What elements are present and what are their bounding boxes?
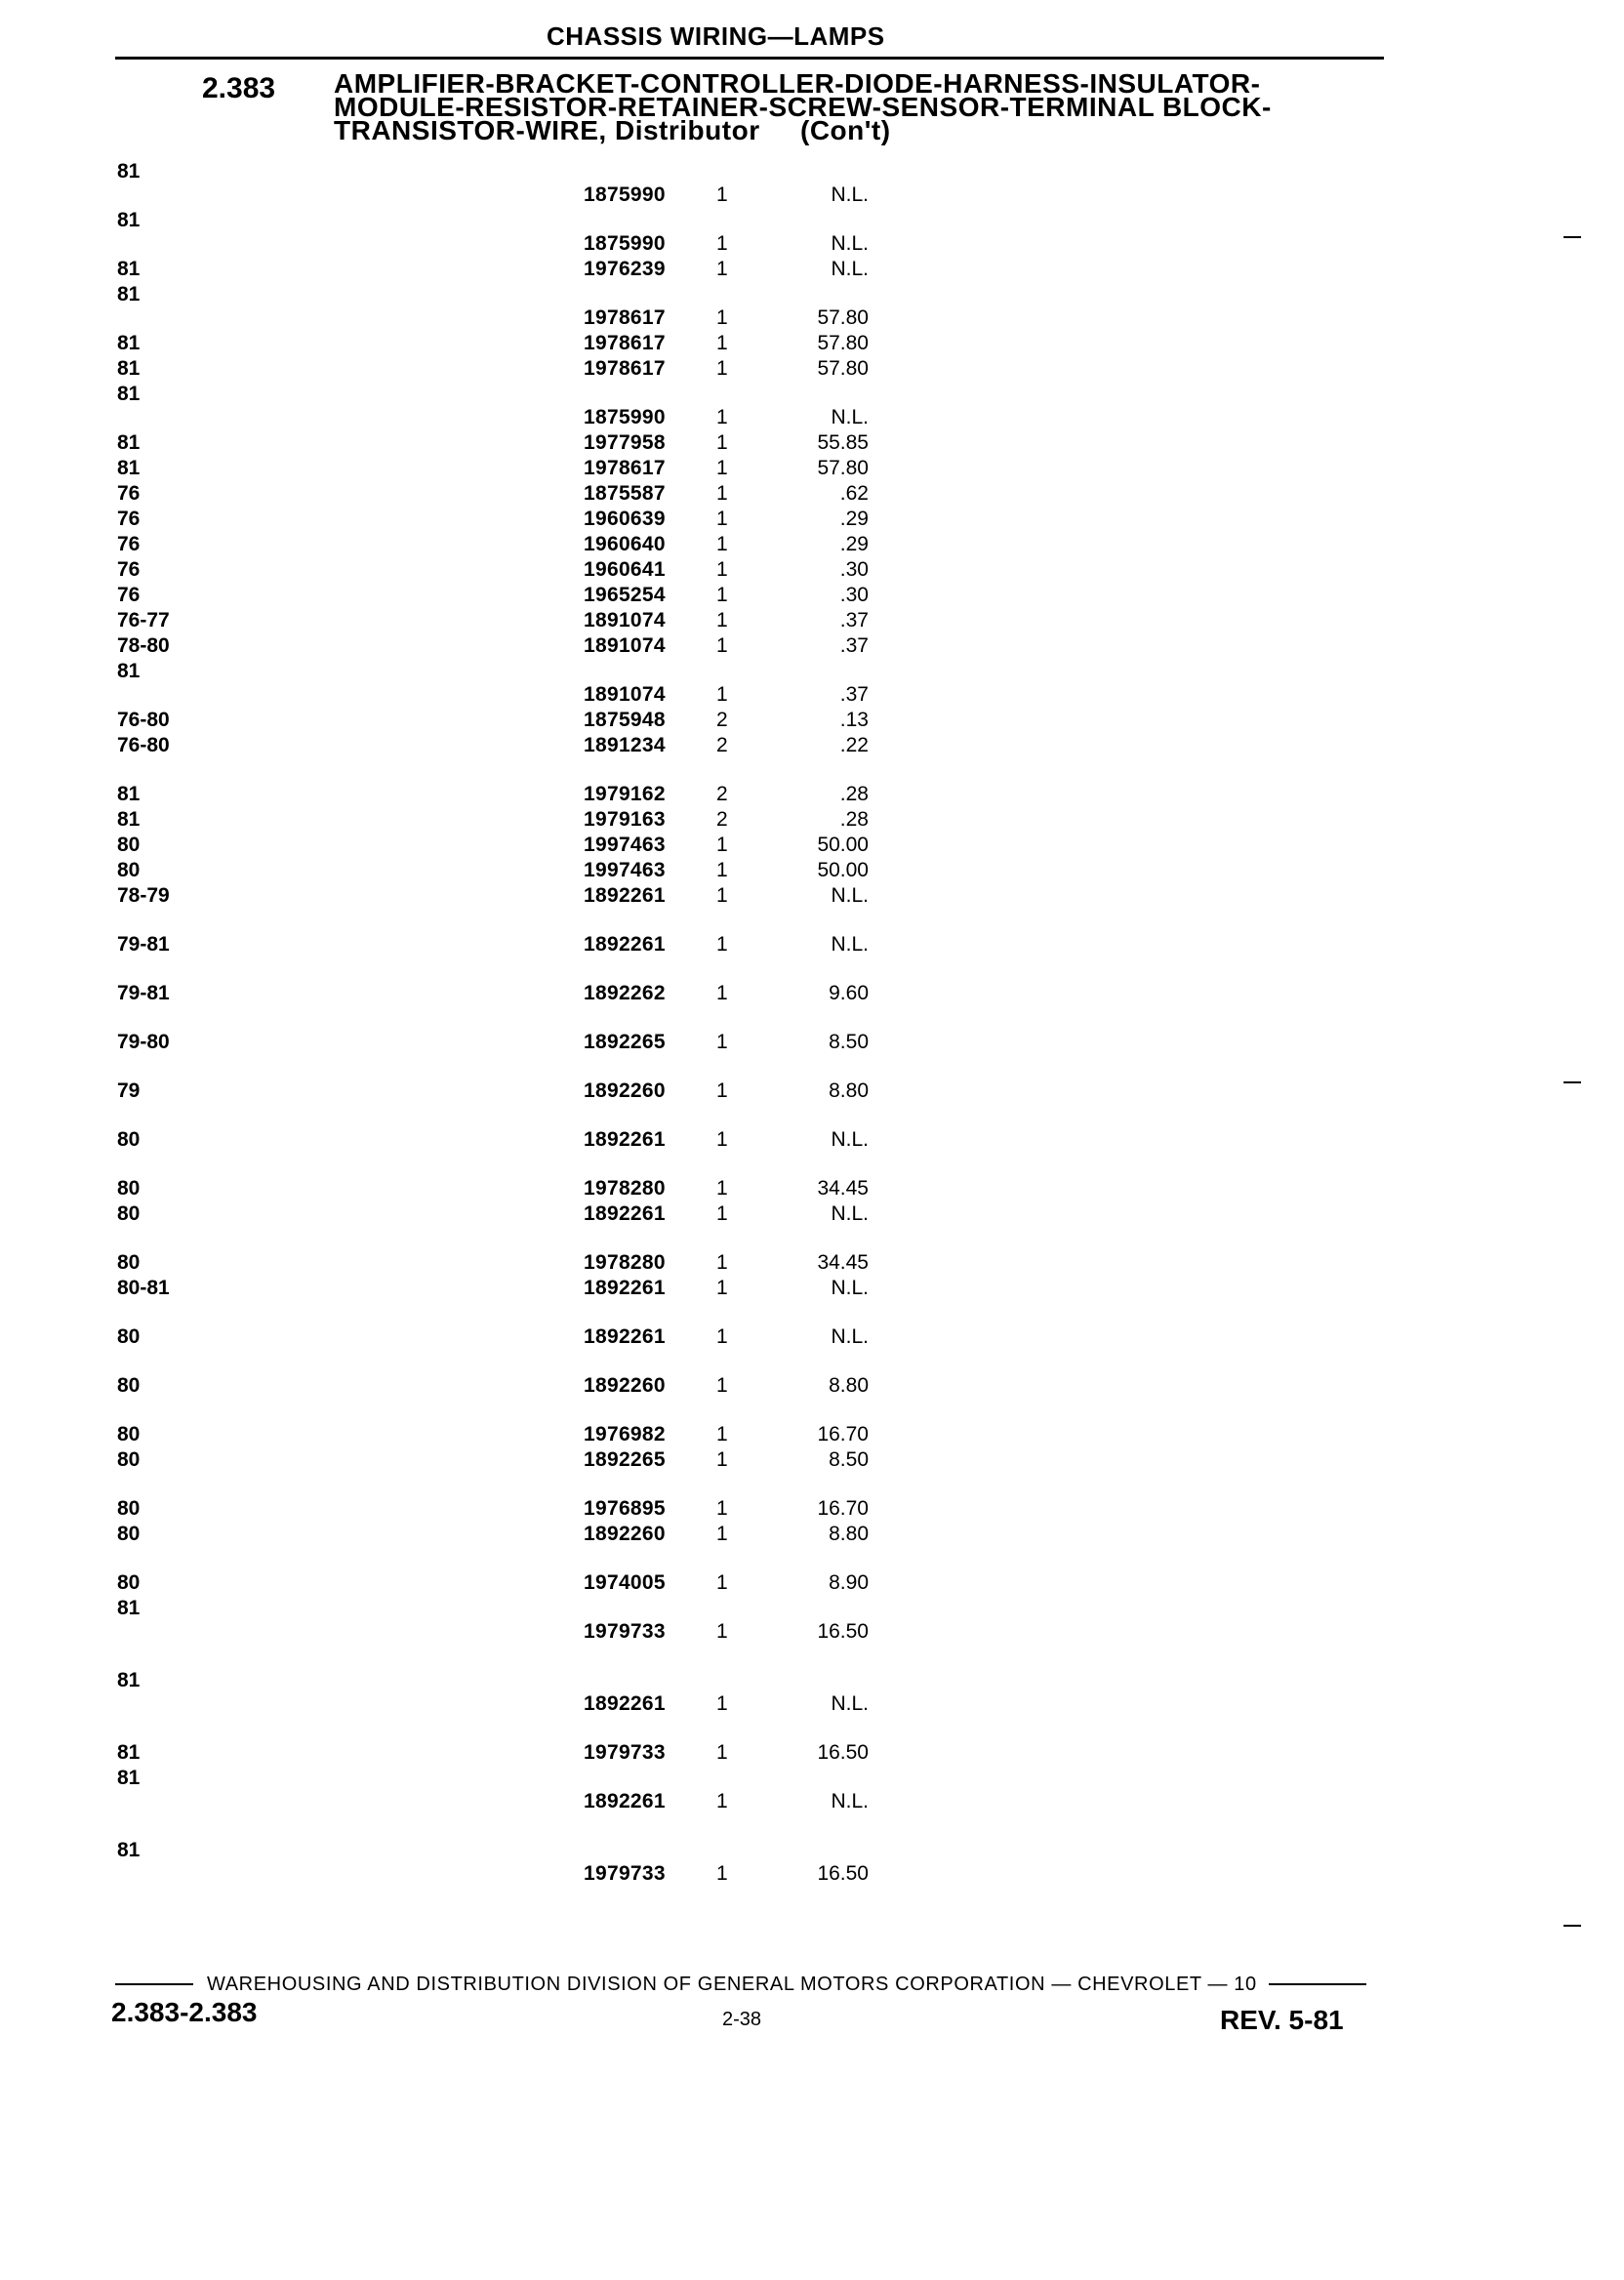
- parts-row: [0, 1597, 1624, 1644]
- quantity: 2: [716, 783, 728, 805]
- model-year: 81: [117, 808, 141, 831]
- price: .22: [839, 734, 869, 756]
- price: .37: [839, 609, 869, 631]
- parts-row: [0, 508, 1624, 531]
- model-year: 80: [117, 859, 141, 881]
- quantity: 1: [716, 1177, 728, 1200]
- quantity: 1: [716, 834, 728, 856]
- part-number: 1979162: [584, 783, 666, 805]
- quantity: 2: [716, 808, 728, 831]
- price: N.L.: [831, 1692, 869, 1715]
- parts-row: [0, 1669, 1624, 1716]
- model-year: 81: [117, 1597, 141, 1619]
- price: 8.50: [829, 1448, 869, 1471]
- parts-row: [0, 258, 1624, 281]
- quantity: 1: [716, 1448, 728, 1471]
- section-number: 2.383: [202, 72, 276, 104]
- model-year: 76-80: [117, 709, 170, 731]
- model-year: 81: [117, 383, 141, 405]
- parts-row: [0, 982, 1624, 1029]
- part-number: 1892261: [584, 1790, 666, 1812]
- quantity: 1: [716, 1031, 728, 1053]
- model-year: 81: [117, 431, 141, 454]
- quantity: 1: [716, 482, 728, 505]
- quantity: 1: [716, 584, 728, 606]
- parts-row: [0, 1128, 1624, 1175]
- part-number: 1978280: [584, 1251, 666, 1274]
- parts-row: [0, 1767, 1624, 1813]
- model-year: 80: [117, 1523, 141, 1545]
- price: N.L.: [831, 1277, 869, 1299]
- price: .62: [839, 482, 869, 505]
- model-year: 76: [117, 558, 141, 581]
- part-number: 1892260: [584, 1374, 666, 1397]
- parts-row: [0, 1497, 1624, 1521]
- quantity: 1: [716, 306, 728, 329]
- quantity: 1: [716, 1374, 728, 1397]
- price: 57.80: [817, 306, 869, 329]
- part-number: 1892265: [584, 1031, 666, 1053]
- price: N.L.: [831, 1325, 869, 1348]
- parts-row: [0, 834, 1624, 857]
- quantity: 1: [716, 533, 728, 555]
- parts-row: [0, 383, 1624, 429]
- part-number: 1979733: [584, 1620, 666, 1643]
- margin-mark: [1563, 1925, 1581, 1927]
- model-year: 76: [117, 584, 141, 606]
- parts-row: [0, 859, 1624, 882]
- price: N.L.: [831, 232, 869, 255]
- part-number: 1892261: [584, 1325, 666, 1348]
- model-year: 81: [117, 660, 141, 682]
- quantity: 1: [716, 457, 728, 479]
- quantity: 1: [716, 859, 728, 881]
- price: .13: [839, 709, 869, 731]
- price: .28: [839, 783, 869, 805]
- price: N.L.: [831, 406, 869, 428]
- model-year: 79-81: [117, 982, 170, 1004]
- part-number: 1978617: [584, 357, 666, 380]
- price: N.L.: [831, 183, 869, 206]
- price: 8.90: [829, 1571, 869, 1594]
- part-number: 1891074: [584, 683, 666, 706]
- model-year: 80: [117, 1497, 141, 1520]
- price: .37: [839, 634, 869, 657]
- price: N.L.: [831, 1202, 869, 1225]
- part-number: 1892260: [584, 1079, 666, 1102]
- part-number: 1979733: [584, 1741, 666, 1764]
- parts-row: [0, 558, 1624, 582]
- part-number: 1892261: [584, 884, 666, 907]
- model-year: 80: [117, 1374, 141, 1397]
- model-year: 76: [117, 533, 141, 555]
- part-number: 1891074: [584, 634, 666, 657]
- price: N.L.: [831, 884, 869, 907]
- quantity: 1: [716, 1423, 728, 1445]
- price: .30: [839, 584, 869, 606]
- model-year: 80-81: [117, 1277, 170, 1299]
- quantity: 2: [716, 709, 728, 731]
- parts-row: [0, 584, 1624, 607]
- quantity: 1: [716, 1251, 728, 1274]
- quantity: 1: [716, 1571, 728, 1594]
- model-year: 81: [117, 1741, 141, 1764]
- part-number: 1892261: [584, 1128, 666, 1151]
- parts-row: [0, 1374, 1624, 1421]
- price: 16.50: [817, 1620, 869, 1643]
- parts-row: [0, 283, 1624, 330]
- part-number: 1875587: [584, 482, 666, 505]
- model-year: 80: [117, 1251, 141, 1274]
- quantity: 1: [716, 508, 728, 530]
- model-year: 80: [117, 1448, 141, 1471]
- price: .28: [839, 808, 869, 831]
- parts-row: [0, 1741, 1624, 1765]
- quantity: 1: [716, 431, 728, 454]
- section-title: [334, 68, 1272, 145]
- part-number: 1974005: [584, 1571, 666, 1594]
- parts-row: [0, 209, 1624, 256]
- price: .30: [839, 558, 869, 581]
- price: 16.50: [817, 1741, 869, 1764]
- price: 34.45: [817, 1177, 869, 1200]
- footer-rule-left: [115, 1983, 193, 1985]
- price: 57.80: [817, 457, 869, 479]
- quantity: 1: [716, 1079, 728, 1102]
- price: N.L.: [831, 1128, 869, 1151]
- parts-row: [0, 1251, 1624, 1275]
- parts-row: [0, 660, 1624, 707]
- quantity: 1: [716, 1128, 728, 1151]
- part-number: 1960639: [584, 508, 666, 530]
- model-year: 81: [117, 332, 141, 354]
- price: 16.70: [817, 1497, 869, 1520]
- quantity: 1: [716, 634, 728, 657]
- quantity: 1: [716, 558, 728, 581]
- quantity: 1: [716, 258, 728, 280]
- parts-row: [0, 1839, 1624, 1886]
- price: .29: [839, 533, 869, 555]
- quantity: 1: [716, 1741, 728, 1764]
- model-year: 81: [117, 160, 141, 183]
- parts-row: [0, 1325, 1624, 1372]
- footer-text: WAREHOUSING AND DISTRIBUTION DIVISION OF GENERAL MOTORS CORPORATION — CHEVROLET — 10: [207, 1974, 1257, 1995]
- part-number: 1875990: [584, 406, 666, 428]
- page-header: CHASSIS WIRING—LAMPS: [547, 21, 885, 51]
- model-year: 80: [117, 1325, 141, 1348]
- quantity: 2: [716, 734, 728, 756]
- parts-row: [0, 533, 1624, 556]
- part-number: 1891234: [584, 734, 666, 756]
- section-title-line-2: MODULE-RESISTOR-RETAINER-SCREW-SENSOR-TERMINAL BLOCK-: [334, 92, 1272, 122]
- model-year: 81: [117, 457, 141, 479]
- quantity: 1: [716, 1325, 728, 1348]
- price: 8.80: [829, 1374, 869, 1397]
- model-year: 80: [117, 1128, 141, 1151]
- part-number: 1960640: [584, 533, 666, 555]
- model-year: 79-80: [117, 1031, 170, 1053]
- quantity: 1: [716, 884, 728, 907]
- price: 50.00: [817, 859, 869, 881]
- part-number: 1979163: [584, 808, 666, 831]
- parts-row: [0, 332, 1624, 355]
- footer-section-ref: 2.383-2.383: [111, 1997, 258, 2027]
- model-year: 80: [117, 1423, 141, 1445]
- header-rule: [115, 57, 1384, 60]
- parts-row: [0, 808, 1624, 832]
- part-number: 1978617: [584, 457, 666, 479]
- part-number: 1891074: [584, 609, 666, 631]
- parts-row: [0, 783, 1624, 806]
- quantity: 1: [716, 183, 728, 206]
- price: .37: [839, 683, 869, 706]
- parts-row: [0, 933, 1624, 980]
- model-year: 81: [117, 209, 141, 231]
- model-year: 81: [117, 258, 141, 280]
- price: 57.80: [817, 357, 869, 380]
- part-number: 1875990: [584, 232, 666, 255]
- price: 16.70: [817, 1423, 869, 1445]
- section-title-line-1: AMPLIFIER-BRACKET-CONTROLLER-DIODE-HARNESS-INSULATOR-: [334, 68, 1261, 99]
- quantity: 1: [716, 1202, 728, 1225]
- price: 57.80: [817, 332, 869, 354]
- part-number: 1965254: [584, 584, 666, 606]
- footer-page-number: 2-38: [722, 2009, 762, 2030]
- quantity: 1: [716, 332, 728, 354]
- price: 16.50: [817, 1862, 869, 1885]
- part-number: 1892265: [584, 1448, 666, 1471]
- model-year: 76-80: [117, 734, 170, 756]
- parts-row: [0, 1448, 1624, 1495]
- parts-row: [0, 634, 1624, 658]
- section-title-line-3: [334, 115, 1272, 145]
- model-year: 80: [117, 1177, 141, 1200]
- parts-row: [0, 1423, 1624, 1446]
- parts-row: [0, 482, 1624, 506]
- parts-row: [0, 160, 1624, 207]
- parts-row: [0, 734, 1624, 781]
- part-number: 1892261: [584, 1277, 666, 1299]
- part-number: 1997463: [584, 834, 666, 856]
- quantity: 1: [716, 683, 728, 706]
- price: 55.85: [817, 431, 869, 454]
- quantity: 1: [716, 1862, 728, 1885]
- part-number: 1978617: [584, 306, 666, 329]
- quantity: 1: [716, 1497, 728, 1520]
- model-year: 80: [117, 1202, 141, 1225]
- model-year: 76-77: [117, 609, 170, 631]
- quantity: 1: [716, 1523, 728, 1545]
- quantity: 1: [716, 232, 728, 255]
- quantity: 1: [716, 1277, 728, 1299]
- parts-row: [0, 457, 1624, 480]
- part-number: 1976895: [584, 1497, 666, 1520]
- model-year: 78-79: [117, 884, 170, 907]
- footer-rule-right: [1269, 1983, 1366, 1985]
- part-number: 1977958: [584, 431, 666, 454]
- price: N.L.: [831, 1790, 869, 1812]
- price: 8.50: [829, 1031, 869, 1053]
- quantity: 1: [716, 357, 728, 380]
- part-number: 1875990: [584, 183, 666, 206]
- part-number: 1892260: [584, 1523, 666, 1545]
- section-title-line-3-text: TRANSISTOR-WIRE, Distributor: [334, 115, 760, 145]
- part-number: 1960641: [584, 558, 666, 581]
- footer-revision: REV. 5-81: [1220, 2005, 1344, 2035]
- price: 50.00: [817, 834, 869, 856]
- part-number: 1979733: [584, 1862, 666, 1885]
- margin-mark: [1563, 1081, 1581, 1083]
- quantity: 1: [716, 406, 728, 428]
- part-number: 1892261: [584, 1202, 666, 1225]
- parts-row: [0, 609, 1624, 632]
- model-year: 78-80: [117, 634, 170, 657]
- quantity: 1: [716, 609, 728, 631]
- parts-row: [0, 431, 1624, 455]
- parts-row: [0, 1031, 1624, 1078]
- part-number: 1997463: [584, 859, 666, 881]
- quantity: 1: [716, 933, 728, 956]
- section-title-continued: (Con't): [800, 115, 891, 145]
- parts-row: [0, 884, 1624, 931]
- quantity: 1: [716, 1790, 728, 1812]
- parts-row: [0, 357, 1624, 381]
- model-year: 79: [117, 1079, 141, 1102]
- model-year: 81: [117, 1839, 141, 1861]
- quantity: 1: [716, 1620, 728, 1643]
- part-number: 1892261: [584, 1692, 666, 1715]
- quantity: 1: [716, 1692, 728, 1715]
- part-number: 1976982: [584, 1423, 666, 1445]
- model-year: 81: [117, 1669, 141, 1691]
- model-year: 76: [117, 482, 141, 505]
- part-number: 1976239: [584, 258, 666, 280]
- parts-row: [0, 1079, 1624, 1126]
- margin-mark: [1563, 236, 1581, 238]
- parts-row: [0, 709, 1624, 732]
- part-number: 1978617: [584, 332, 666, 354]
- part-number: 1892261: [584, 933, 666, 956]
- part-number: 1978280: [584, 1177, 666, 1200]
- parts-row: [0, 1177, 1624, 1201]
- model-year: 81: [117, 783, 141, 805]
- model-year: 79-81: [117, 933, 170, 956]
- model-year: 80: [117, 834, 141, 856]
- price: N.L.: [831, 258, 869, 280]
- price: 8.80: [829, 1079, 869, 1102]
- price: 9.60: [829, 982, 869, 1004]
- part-number: 1875948: [584, 709, 666, 731]
- model-year: 81: [117, 283, 141, 305]
- model-year: 81: [117, 1767, 141, 1789]
- part-number: 1892262: [584, 982, 666, 1004]
- parts-row: [0, 1523, 1624, 1569]
- model-year: 76: [117, 508, 141, 530]
- parts-row: [0, 1202, 1624, 1249]
- model-year: 81: [117, 357, 141, 380]
- price: 34.45: [817, 1251, 869, 1274]
- price: .29: [839, 508, 869, 530]
- parts-row: [0, 1277, 1624, 1323]
- quantity: 1: [716, 982, 728, 1004]
- model-year: 80: [117, 1571, 141, 1594]
- price: 8.80: [829, 1523, 869, 1545]
- price: N.L.: [831, 933, 869, 956]
- parts-row: [0, 1571, 1624, 1595]
